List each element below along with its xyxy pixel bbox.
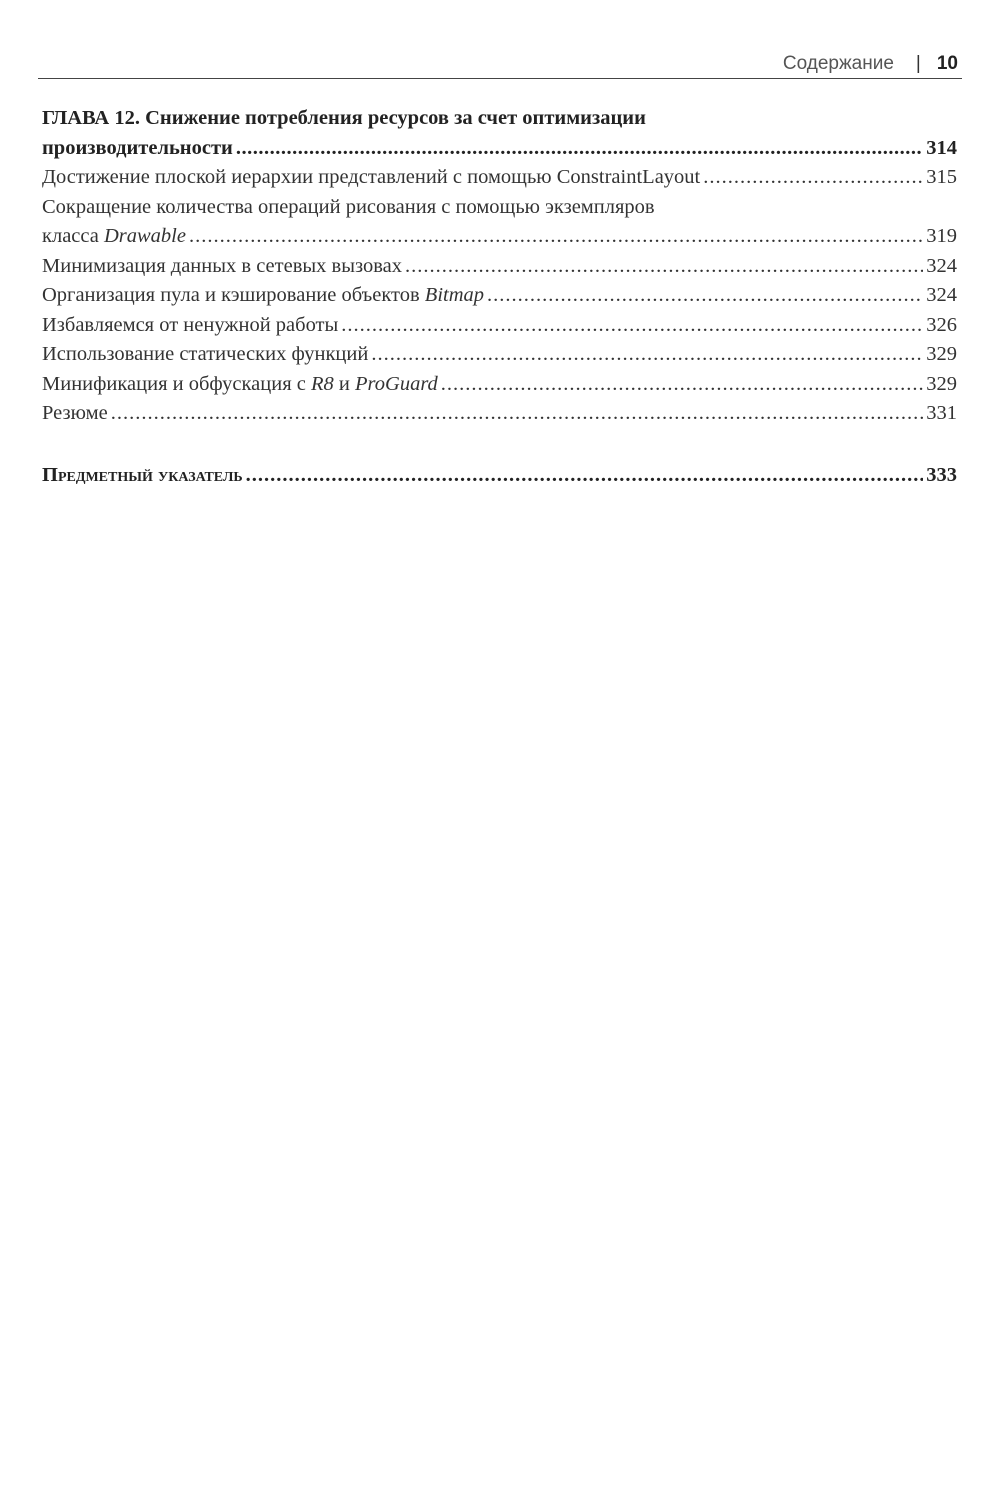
- toc-entry-page: 329: [926, 372, 957, 395]
- dot-leader: [703, 163, 923, 193]
- toc-entry-page: 315: [926, 166, 957, 188]
- dot-leader: [405, 252, 923, 282]
- header-page-number: 10: [936, 53, 958, 74]
- toc-entry-page: 326: [926, 313, 957, 336]
- label-italic: Bitmap: [424, 284, 485, 306]
- toc-entry-label-line1: Сокращение количества операций рисования с помощью экземпляров: [42, 195, 655, 218]
- table-of-contents: [42, 104, 957, 490]
- toc-entry-page: 324: [926, 284, 957, 306]
- toc-entry-bitmap-pool[interactable]: [42, 281, 957, 311]
- toc-entry-page: 324: [926, 254, 957, 277]
- label-italic-r8: R8: [311, 372, 334, 395]
- toc-entry-static-functions[interactable]: [42, 340, 957, 370]
- running-header-title: Содержание: [782, 53, 894, 74]
- toc-entry-label-line2: [42, 222, 186, 252]
- chapter-title-line1: ГЛАВА 12. Снижение потребления ресурсов за счет оптимизации: [42, 107, 646, 129]
- dot-leader: [246, 461, 924, 491]
- toc-entry-label: Минимизация данных в сетевых вызовах: [42, 254, 402, 277]
- toc-entry-minification[interactable]: [42, 370, 957, 400]
- toc-entry-label: [42, 370, 438, 400]
- toc-entry-label: Избавляемся от ненужной работы: [42, 313, 339, 336]
- toc-chapter-12[interactable]: [42, 104, 957, 163]
- toc-entry-network-data[interactable]: [42, 252, 957, 282]
- toc-entry-constraintlayout[interactable]: [42, 163, 957, 193]
- index-title: Предметный указатель: [42, 463, 243, 486]
- label-prefix: Организация пула и кэширование объектов: [42, 284, 425, 306]
- label-italic: Drawable: [103, 225, 186, 247]
- dot-leader: [441, 370, 923, 400]
- toc-entry-unnecessary-work[interactable]: [42, 311, 957, 341]
- index-page-number: 333: [926, 463, 957, 486]
- toc-entry-page: 319: [926, 225, 957, 247]
- toc-entry-drawable[interactable]: [42, 193, 957, 252]
- header-separator: |: [915, 53, 921, 74]
- dot-leader: [236, 134, 923, 164]
- page-header: [38, 50, 962, 79]
- dot-leader: [371, 340, 923, 370]
- chapter-page-number: 314: [926, 136, 957, 159]
- dot-leader: [111, 399, 924, 429]
- toc-entry-page: 329: [926, 343, 957, 365]
- toc-entry-summary[interactable]: [42, 399, 957, 429]
- toc-entry-page: 331: [926, 402, 957, 424]
- toc-entry-subject-index[interactable]: [42, 461, 957, 491]
- toc-entry-label: [42, 281, 484, 311]
- label-italic-proguard: ProGuard: [355, 372, 438, 395]
- toc-entry-label: Резюме: [42, 402, 108, 424]
- toc-entry-label: Достижение плоской иерархии представлений с помощью ConstraintLayout: [42, 166, 701, 188]
- label-middle: и: [333, 372, 356, 395]
- toc-entry-label: Использование статических функций: [42, 343, 369, 365]
- chapter-title-line2: производительности: [42, 136, 233, 159]
- label-prefix: Минификация и обфускация с: [42, 372, 312, 395]
- dot-leader: [189, 222, 923, 252]
- label-prefix: класса: [42, 225, 104, 247]
- dot-leader: [487, 281, 923, 311]
- dot-leader: [341, 311, 923, 341]
